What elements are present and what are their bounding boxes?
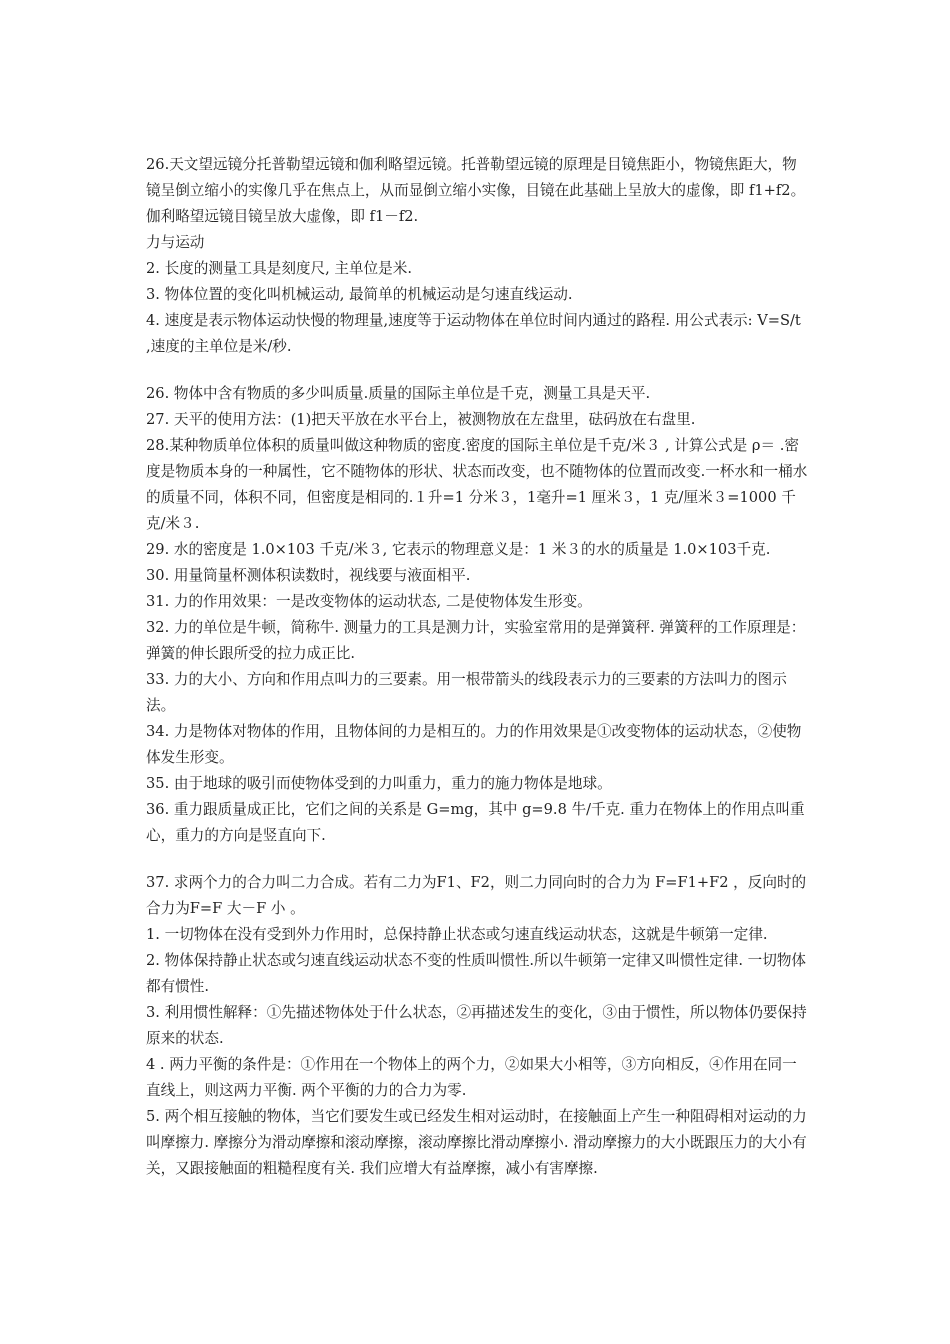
paragraph-inertia-explanation: 3. 利用惯性解释：①先描述物体处于什么状态，②再描述发生的变化，③由于惯性，所以物体仍要保持原来的状态. — [146, 1004, 807, 1047]
paragraph-speed: 4. 速度是表示物体运动快慢的物理量,速度等于运动物体在单位时间内通过的路程. 用公式表示: V=S/t ,速度的主单位是米/秒. — [146, 312, 806, 355]
paragraph-friction: 5. 两个相互接触的物体，当它们要发生或已经发生相对运动时，在接触面上产生一种阻碍相对运动的力叫摩擦力. 摩擦分为滑动摩擦和滚动摩擦，滚动摩擦比滑动摩擦小. 滑动摩擦力的大小既跟压力的大小有关，又跟接触面的粗糙程度有关. 我们应增大有益摩擦，减小有害摩擦. — [146, 1108, 807, 1177]
paragraph-inertia: 2. 物体保持静止状态或匀速直线运动状态不变的性质叫惯性.所以牛顿第一定律又叫惯性定律. 一切物体都有惯性. — [146, 952, 807, 995]
paragraph-gravity: 35. 由于地球的吸引而使物体受到的力叫重力，重力的施力物体是地球。 — [146, 775, 612, 792]
paragraph-force-balance: 4 . 两力平衡的条件是：①作用在一个物体上的两个力，②如果大小相等，③方向相反，④作用在同一直线上，则这两力平衡. 两个平衡的力的合力为零. — [146, 1056, 797, 1099]
document-page — [146, 152, 810, 1182]
paragraph-water-density: 29. 水的密度是 1.0×103 千克/米３, 它表示的物理意义是：1 米３的水的质量是 1.0×103千克. — [146, 541, 771, 558]
paragraph-spacer — [146, 360, 810, 381]
paragraph-force-unit: 32. 力的单位是牛顿，简称牛. 测量力的工具是测力计，实验室常用的是弹簧秤. 弹簧秤的工作原理是：弹簧的伸长跟所受的拉力成正比. — [146, 619, 806, 662]
paragraph-spacer — [146, 849, 810, 870]
paragraph-balance-usage: 27. 天平的使用方法：(1)把天平放在水平台上，被测物放在左盘里，砝码放在右盘里. — [146, 411, 696, 428]
paragraph-volume-reading: 30. 用量筒量杯测体积读数时，视线要与液面相平. — [146, 567, 471, 584]
paragraph-force-effects: 31. 力的作用效果：一是改变物体的运动状态, 二是使物体发生形变。 — [146, 593, 592, 610]
paragraph-resultant-force: 37. 求两个力的合力叫二力合成。若有二力为F1、F2，则二力同向时的合力为 F=F1+F2 ，反向时的合力为F=F 大－F 小 。 — [146, 874, 807, 917]
paragraph-force-interaction: 34. 力是物体对物体的作用，且物体间的力是相互的。力的作用效果是①改变物体的运动状态，②使物体发生形变。 — [146, 723, 802, 766]
paragraph-telescope: 26.天文望远镜分托普勒望远镜和伽利略望远镜。托普勒望远镜的原理是目镜焦距小，物镜焦距大，物镜呈倒立缩小的实像几乎在焦点上，从而显倒立缩小实像，目镜在此基础上呈放大的虚像，即 f1+f2。伽利略望远镜目镜呈放大虚像，即 f1－f2. — [146, 156, 806, 225]
paragraph-length-measurement: 2. 长度的测量工具是刻度尺, 主单位是米. — [146, 260, 412, 277]
paragraph-gravity-mass: 36. 重力跟质量成正比，它们之间的关系是 G=mg，其中 g=9.8 牛/千克. 重力在物体上的作用点叫重心，重力的方向是竖直向下. — [146, 801, 805, 844]
paragraph-force-three-elements: 33. 力的大小、方向和作用点叫力的三要素。用一根带箭头的线段表示力的三要素的方法叫力的图示法。 — [146, 671, 787, 714]
paragraph-mechanical-motion: 3. 物体位置的变化叫机械运动, 最简单的机械运动是匀速直线运动. — [146, 286, 573, 303]
paragraph-mass: 26. 物体中含有物质的多少叫质量.质量的国际主单位是千克，测量工具是天平. — [146, 385, 651, 402]
paragraph-newton-first-law: 1. 一切物体在没有受到外力作用时，总保持静止状态或匀速直线运动状态，这就是牛顿第一定律. — [146, 926, 768, 943]
paragraph-density: 28.某种物质单位体积的质量叫做这种物质的密度.密度的国际主单位是千克/米３ , 计算公式是 ρ＝ .密度是物质本身的一种属性，它不随物体的形状、状态而改变，也不随物体的位置而改变.一杯水和一桶水的质量不同，体积不同，但密度是相同的.１升=1 分米３，1毫升=1 厘米３，1 克/厘米３=1000 千克/米３. — [146, 437, 808, 532]
section-heading-force-and-motion: 力与运动 — [146, 234, 205, 251]
